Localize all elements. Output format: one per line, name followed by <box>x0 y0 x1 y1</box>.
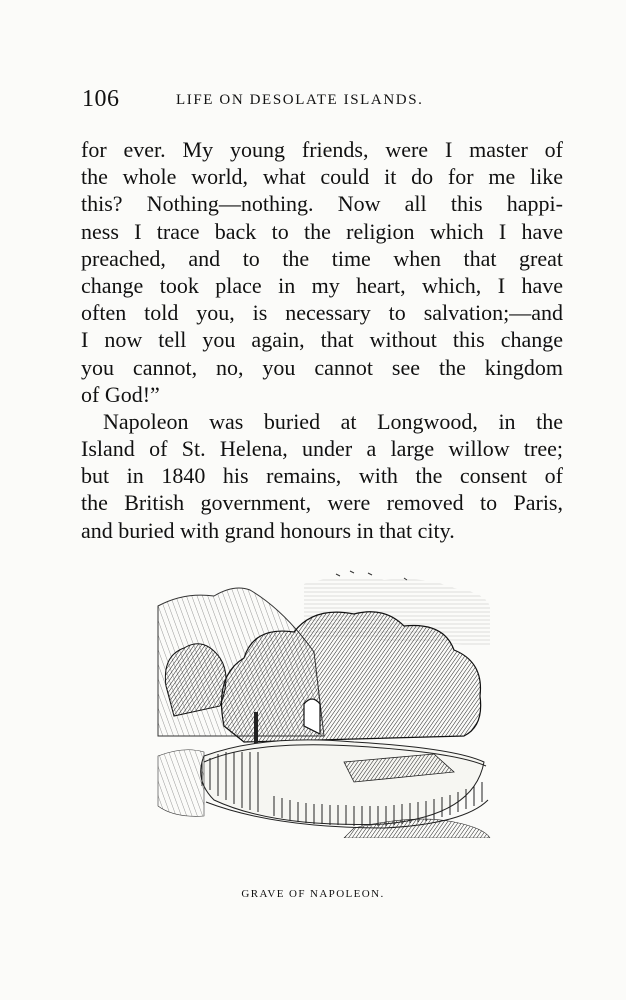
text-line: of God!” <box>81 381 160 407</box>
paragraph-napoleon <box>81 408 563 544</box>
figure-caption: GRAVE OF NAPOLEON. <box>241 888 385 900</box>
page-number: 106 <box>82 86 120 112</box>
text-line: often told you, is necessary to salvation;—and <box>81 300 563 326</box>
text-line: preached, and to the time when that great <box>81 245 563 271</box>
text-line: this? Nothing—nothing. Now all this happi- <box>81 191 563 217</box>
text-line: you cannot, no, you cannot see the kingdom <box>81 354 563 380</box>
page-header <box>82 86 562 116</box>
text-line: I now tell you again, that without this change <box>81 327 563 353</box>
hillside <box>158 750 204 817</box>
text-line: ness I trace back to the religion which I have <box>81 218 563 244</box>
left-tree <box>165 644 226 716</box>
tree-trunk <box>254 712 258 748</box>
text-line: Napoleon was buried at Longwood, in the <box>103 408 563 434</box>
text-line: change took place in my heart, which, I have <box>81 272 563 298</box>
body-text <box>81 136 563 544</box>
text-line: the British government, were removed to Paris, <box>81 490 563 516</box>
text-line: and buried with grand honours in that city. <box>81 517 455 543</box>
text-line: Island of St. Helena, under a large willow tree; <box>81 436 563 462</box>
text-line: but in 1840 his remains, with the consent of <box>81 463 563 489</box>
running-title: LIFE ON DESOLATE ISLANDS. <box>176 92 424 108</box>
grave-of-napoleon-engraving <box>154 566 494 838</box>
paragraph-speech <box>81 136 563 408</box>
text-line: for ever. My young friends, were I master of <box>81 137 563 162</box>
text-line: the whole world, what could it do for me like <box>81 164 563 190</box>
